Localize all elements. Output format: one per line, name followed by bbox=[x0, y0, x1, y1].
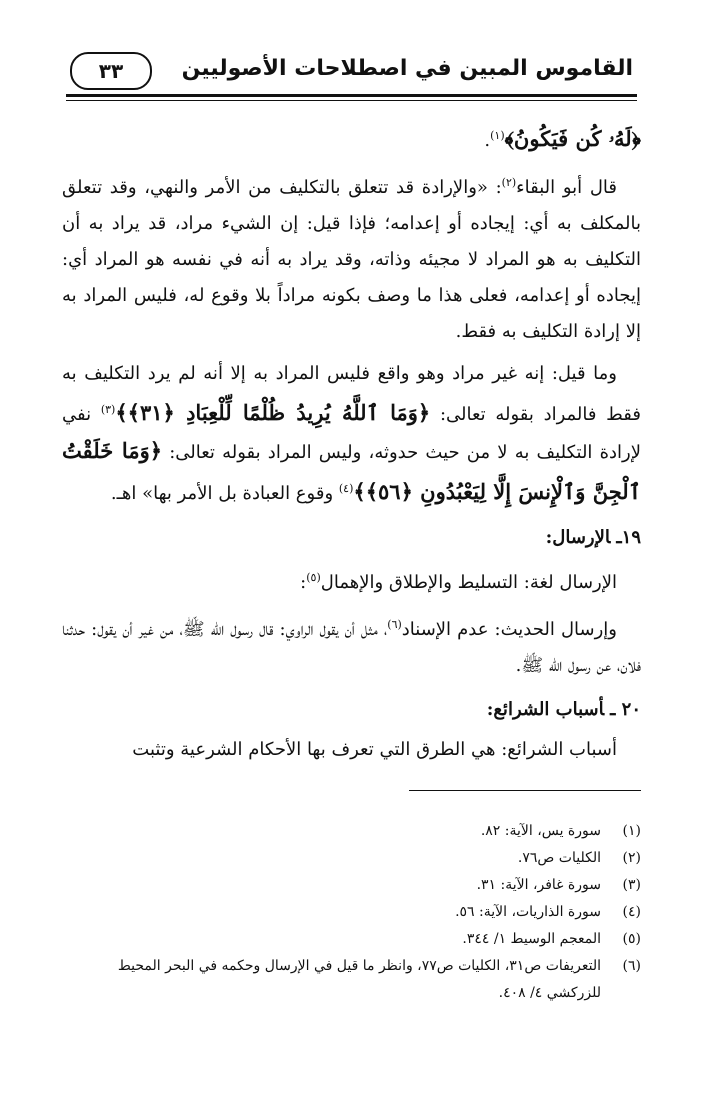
quran-verse: ﴿وَمَا خَلَقْتُ ٱلْجِنَّ وَٱلْإِنسَ إِلَّا لِيَعْبُدُونِ ﴿٥٦﴾﴾ bbox=[62, 438, 641, 504]
section-heading-20 bbox=[62, 692, 641, 728]
footnotes bbox=[62, 818, 641, 1007]
footnote bbox=[62, 953, 641, 1007]
paragraph-asbab bbox=[62, 732, 641, 768]
footnote-ref-6: (٦) bbox=[387, 618, 402, 631]
paragraph-irsal-lugha bbox=[62, 560, 641, 601]
paragraph-text: أسباب الشرائع: هي الطرق التي تعرف بها الأحكام الشرعية وتثبت bbox=[132, 739, 617, 760]
paragraph-text: وقوع العبادة بل الأمر بها» اهـ. bbox=[110, 483, 334, 504]
footnote-text: الكليات ص٧٦. bbox=[517, 850, 601, 866]
footnote-text: سورة غافر، الآية: ٣١. bbox=[476, 877, 601, 893]
page-number bbox=[70, 52, 152, 90]
footnote-text: سورة الذاريات، الآية: ٥٦. bbox=[455, 904, 601, 920]
paragraph-text: قال أبو البقاء bbox=[516, 177, 617, 198]
footnote-ref-2: (٢) bbox=[501, 176, 517, 189]
footnote-ref-5: (٥) bbox=[306, 571, 321, 584]
section-title: الإرسال: bbox=[545, 527, 611, 548]
paragraph-wama-qila bbox=[62, 356, 641, 512]
footnote-separator bbox=[409, 790, 641, 791]
footnote-ref-3: (٣) bbox=[100, 403, 116, 416]
body-text bbox=[62, 118, 641, 774]
footnote-text: التعريفات ص٣١، الكليات ص٧٧، وانظر ما قيل في الإرسال وحكمه في البحر المحيط للزركشي ٤/ ٤٠٨. bbox=[117, 958, 601, 1001]
paragraph-text: : «والإرادة قد تتعلق بالتكليف من الأمر والنهي، وقد تتعلق بالمكلف به أي: إيجاده أو إعدامه؛ فإذا قيل: إن الشيء مراد، قد يراد به أن التكليف به هو المراد لا مجيئه وذاته، وقد يراد به أنه في نفسه هو المراد أي: إيجاده أو إعدامه، فعلى هذا ما وصف بكونه مراداً بلا وقوع له، فليس المراد به إلا إرادة التكليف به فقط. bbox=[62, 177, 641, 342]
paragraph-text: نفي لإرادة التكليف به لا من حيث حدوثه، وليس المراد بقوله تعالى: bbox=[62, 404, 641, 463]
section-number: ١٩ـ bbox=[616, 527, 641, 548]
footnote-number: (٢) bbox=[622, 850, 641, 866]
section-title: أسباب الشرائع: bbox=[486, 699, 605, 720]
footnote bbox=[62, 872, 641, 899]
footnote-number: (٣) bbox=[622, 877, 641, 893]
footnote-ref-4: (٤) bbox=[338, 482, 354, 495]
footnote-text: سورة يس، الآية: ٨٢. bbox=[480, 823, 601, 839]
footnote bbox=[62, 926, 641, 953]
footnote-number: (٥) bbox=[622, 931, 641, 947]
quran-verse: ﴿وَمَا ٱللَّهُ يُرِيدُ ظُلْمًا لِّلْعِبَادِ ﴿٣١﴾﴾ bbox=[115, 400, 431, 425]
footnote-number: (٤) bbox=[622, 904, 641, 920]
paragraph-abu-albaqa bbox=[62, 165, 641, 350]
footnote-number: (٦) bbox=[622, 958, 641, 974]
paragraph-text: . bbox=[484, 130, 491, 151]
paragraph-text: : bbox=[300, 572, 307, 593]
paragraph-verse-continuation bbox=[62, 118, 641, 159]
footnote bbox=[62, 899, 641, 926]
running-title: القاموس المبين في اصطلاحات الأصوليين bbox=[181, 56, 633, 81]
paragraph-text: وإرسال الحديث: عدم الإسناد bbox=[401, 619, 617, 640]
footnote bbox=[62, 845, 641, 872]
footnote-text: المعجم الوسيط ١/ ٣٤٤. bbox=[462, 931, 601, 947]
section-number: ٢٠ ـ bbox=[610, 699, 641, 720]
quran-verse: ﴿لَهُۥ كُن فَيَكُونُ﴾ bbox=[504, 126, 641, 151]
footnote bbox=[62, 818, 641, 845]
page-number-text: ٣٣ bbox=[98, 59, 124, 83]
footnote-number: (١) bbox=[622, 823, 641, 839]
header-rule-thick bbox=[66, 94, 637, 97]
paragraph-text: ، مثل أن يقول الراوي: قال رسول الله ﷺ، من غير أن يقول: حدثنا فلان، عن رسول الله ﷺ. bbox=[62, 619, 641, 676]
paragraph-text: وما قيل: إنه غير مراد وهو واقع فليس المراد به إلا أنه لم يرد التكليف به فقط فالمراد بقوله تعالى: bbox=[62, 363, 641, 425]
footnote-ref-1: (١) bbox=[490, 129, 505, 142]
section-heading-19 bbox=[62, 520, 641, 556]
header-rule-thin bbox=[66, 100, 637, 101]
paragraph-irsal-hadith bbox=[62, 607, 641, 684]
paragraph-text: الإرسال لغة: التسليط والإطلاق والإهمال bbox=[320, 572, 617, 593]
